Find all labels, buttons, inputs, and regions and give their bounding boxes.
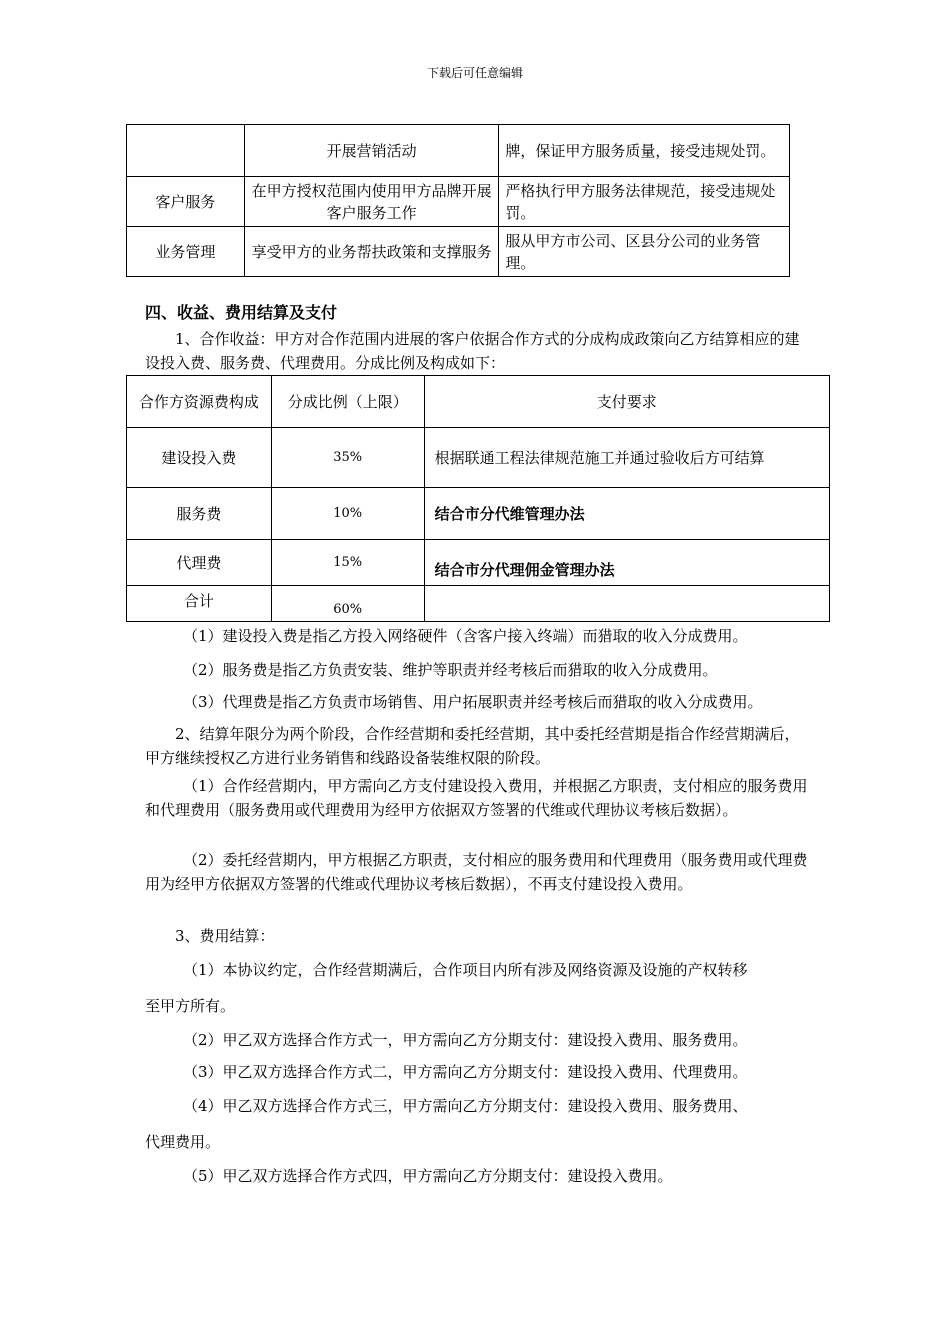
table-cell: 15% [271,540,424,586]
paragraph: （3）甲乙双方选择合作方式二，甲方需向乙方分期支付：建设投入费用、代理费用。 [183,1063,748,1081]
table-cell: 享受甲方的业务帮扶政策和支撑服务 [244,227,499,277]
paragraph: （2）委托经营期内，甲方根据乙方职责，支付相应的服务费用和代理费用（服务费用或代理费用为经甲方依据双方签署的代维或代理协议考核后数据），不再支付建设投入费用。 [145,851,808,893]
table-cell: 牌，保证甲方服务质量，接受违规处罚。 [499,125,790,177]
table-row [127,177,790,227]
section-title: 四、收益、费用结算及支付 [145,303,338,322]
table-cell: 客户服务 [127,177,245,227]
table-cell: 在甲方授权范围内使用甲方品牌开展客户服务工作 [244,177,499,227]
paragraph: （4）甲乙双方选择合作方式三，甲方需向乙方分期支付：建设投入费用、服务费用、 [183,1097,748,1115]
table-row [127,540,830,586]
table-header-cell: 支付要求 [424,376,829,428]
paragraph: 至甲方所有。 [145,997,236,1015]
revenue-share-table [126,375,830,622]
note-item: （2）服务费是指乙方负责安装、维护等职责并经考核后而猎取的收入分成费用。 [183,661,718,679]
table-cell: 结合市分代理佣金管理办法 [424,540,829,586]
table-cell: 代理费 [127,540,272,586]
table-cell: 60% [271,586,424,622]
table-cell: 服务费 [127,488,272,540]
note-item: （3）代理费是指乙方负责市场销售、用户拓展职责并经考核后而猎取的收入分成费用。 [183,693,763,711]
table-row [127,125,790,177]
table-cell: 根据联通工程法律规范施工并通过验收后方可结算 [424,428,829,488]
note-item: （1）建设投入费是指乙方投入网络硬件（含客户接入终端）而猎取的收入分成费用。 [183,627,748,645]
table-cell: 35% [271,428,424,488]
table-row [127,586,830,622]
table-cell: 开展营销活动 [244,125,499,177]
paragraph: 1、合作收益：甲方对合作范围内进展的客户依据合作方式的分成构成政策向乙方结算相应的建设投入费、服务费、代理费用。分成比例及构成如下： [145,330,800,372]
paragraph: （1）本协议约定，合作经营期满后，合作项目内所有涉及网络资源及设施的产权转移 [183,961,748,979]
table-header-cell: 合作方资源费构成 [127,376,272,428]
table-cell [424,586,829,622]
table-cell: 结合市分代维管理办法 [424,488,829,540]
responsibility-table [126,124,790,277]
paragraph: 2、结算年限分为两个阶段，合作经营期和委托经营期，其中委托经营期是指合作经营期满后，甲方继续授权乙方进行业务销售和线路设备装维权限的阶段。 [145,725,800,767]
paragraph: （1）合作经营期内，甲方需向乙方支付建设投入费用，并根据乙方职责，支付相应的服务费用和代理费用（服务费用或代理费用为经甲方依据双方签署的代维或代理协议考核后数据）。 [145,777,808,819]
page-header-note: 下载后可任意编辑 [426,66,523,80]
table-header-row [127,376,830,428]
table-row [127,488,830,540]
table-cell: 建设投入费 [127,428,272,488]
paragraph: 3、费用结算： [175,927,275,945]
table-row [127,428,830,488]
table-row [127,227,790,277]
table-cell: 严格执行甲方服务法律规范，接受违规处罚。 [499,177,790,227]
paragraph: 代理费用。 [145,1133,221,1151]
paragraph: （5）甲乙双方选择合作方式四，甲方需向乙方分期支付：建设投入费用。 [183,1167,673,1185]
table-cell: 10% [271,488,424,540]
table-cell: 合计 [127,586,272,622]
paragraph: （2）甲乙双方选择合作方式一，甲方需向乙方分期支付：建设投入费用、服务费用。 [183,1031,748,1049]
table-cell: 服从甲方市公司、区县分公司的业务管理。 [499,227,790,277]
table-header-cell: 分成比例（上限） [271,376,424,428]
table-cell: 业务管理 [127,227,245,277]
table-cell [127,125,245,177]
